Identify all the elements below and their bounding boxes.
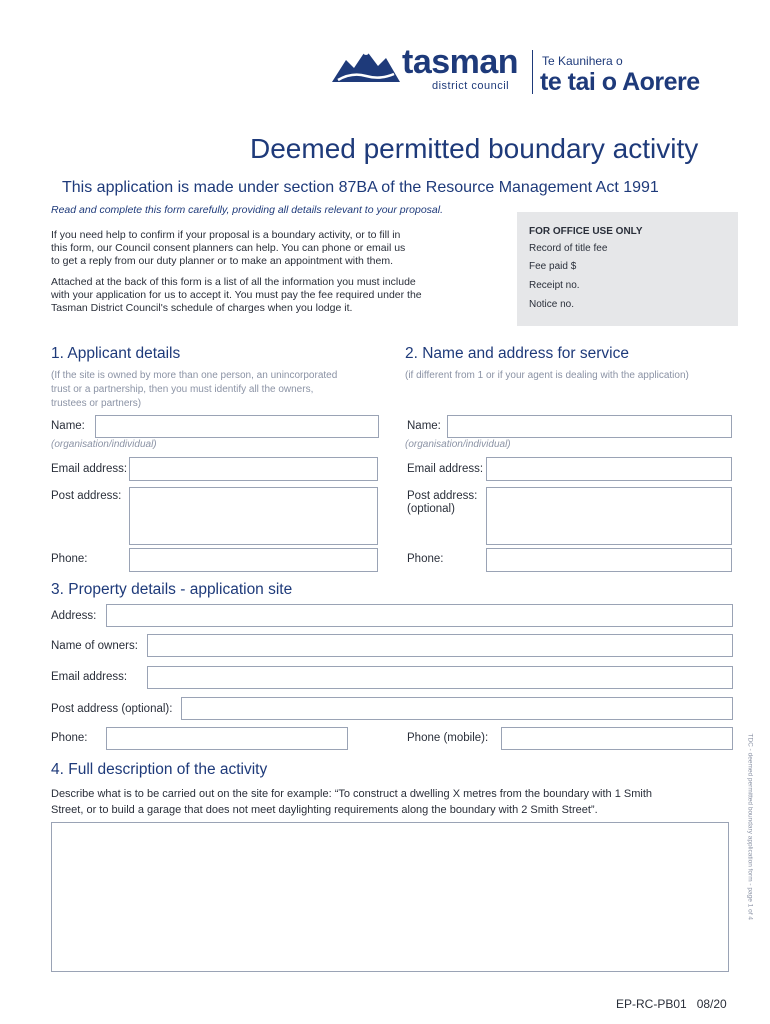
office-use-box [517, 212, 738, 326]
office-record: Record of title fee [529, 243, 608, 254]
service-name-hint: (organisation/individual) [405, 439, 511, 450]
section-4-title: 4. Full description of the activity [51, 761, 268, 778]
maori-large: te tai o Aorere [540, 68, 700, 96]
brand-name: tasman [402, 43, 519, 81]
property-post-label: Post address (optional): [51, 703, 173, 715]
office-heading: FOR OFFICE USE ONLY [529, 226, 643, 237]
maori-small: Te Kaunihera o [542, 54, 623, 68]
office-receipt: Receipt no. [529, 280, 580, 291]
applicant-name-hint: (organisation/individual) [51, 439, 157, 450]
activity-description-field[interactable] [51, 822, 729, 972]
property-post-field[interactable] [181, 697, 733, 720]
applicant-email-label: Email address: [51, 463, 128, 475]
council-logo [330, 42, 730, 102]
property-phone-field[interactable] [106, 727, 348, 750]
applicant-name-field[interactable] [95, 415, 379, 438]
property-address-label: Address: [51, 610, 97, 622]
owners-label: Name of owners: [51, 640, 138, 652]
office-notice: Notice no. [529, 299, 575, 310]
property-phone-label: Phone: [51, 732, 88, 744]
section-2-title: 2. Name and address for service [405, 345, 629, 362]
applicant-post-label: Post address: [51, 490, 122, 502]
intro-paragraph-1: If you need help to confirm if your proposal is a boundary activity, or to fill in this form, our Council consent planners can help. You can phone or email us to get a reply from our duty planner or to make an appointment with them. [51, 229, 406, 267]
section-1-note: (If the site is owned by more than one person, an unincorporated trust or a partnership, then you must identify all the owners, trustees or partners) [51, 370, 338, 409]
property-email-field[interactable] [147, 666, 733, 689]
instruction-text: Read and complete this form carefully, providing all details relevant to your proposal. [51, 204, 444, 216]
brand-subtitle: district council [432, 80, 510, 92]
service-phone-label: Phone: [407, 553, 444, 565]
form-code: EP-RC-PB01 08/20 [616, 997, 727, 1011]
service-phone-field[interactable] [486, 548, 732, 572]
service-email-field[interactable] [486, 457, 732, 481]
page-title: Deemed permitted boundary activity [250, 133, 699, 164]
service-name-field[interactable] [447, 415, 732, 438]
applicant-phone-label: Phone: [51, 553, 88, 565]
service-name-label: Name: [407, 420, 441, 432]
page-subtitle: This application is made under section 87BA of the Resource Management Act 1991 [62, 179, 659, 196]
property-mobile-label: Phone (mobile): [407, 732, 489, 744]
section-2-note: (if different from 1 or if your agent is dealing with the application) [405, 370, 689, 381]
property-address-field[interactable] [106, 604, 733, 627]
property-email-label: Email address: [51, 671, 128, 683]
mountain-logo-icon [332, 46, 400, 82]
applicant-post-field[interactable] [129, 487, 378, 545]
owners-field[interactable] [147, 634, 733, 657]
property-mobile-field[interactable] [501, 727, 733, 750]
logo-divider [532, 50, 533, 94]
applicant-phone-field[interactable] [129, 548, 378, 572]
office-fee: Fee paid $ [529, 261, 577, 272]
service-email-label: Email address: [407, 463, 484, 475]
section-1-title: 1. Applicant details [51, 345, 181, 362]
applicant-email-field[interactable] [129, 457, 378, 481]
service-post-optional: (optional) [407, 503, 455, 515]
intro-paragraph-2: Attached at the back of this form is a list of all the information you must include with your application for us to accept it. You must pay the fee required under the Tasman District Council's schedule of charges when you lodge it. [51, 276, 422, 314]
section-3-title: 3. Property details - application site [51, 581, 293, 598]
section-4-description: Describe what is to be carried out on the site for example: “To construct a dwelling X metres from the boundary with 1 Smith Street, or to build a garage that does not meet daylighting requirements along the boundary with 2 Smith Street”. [51, 788, 652, 816]
service-post-field[interactable] [486, 487, 732, 545]
service-post-label: Post address: [407, 490, 478, 502]
side-page-label: TDC - deemed permitted boundary application form - page 1 of 4 [746, 733, 754, 920]
applicant-name-label: Name: [51, 420, 85, 432]
